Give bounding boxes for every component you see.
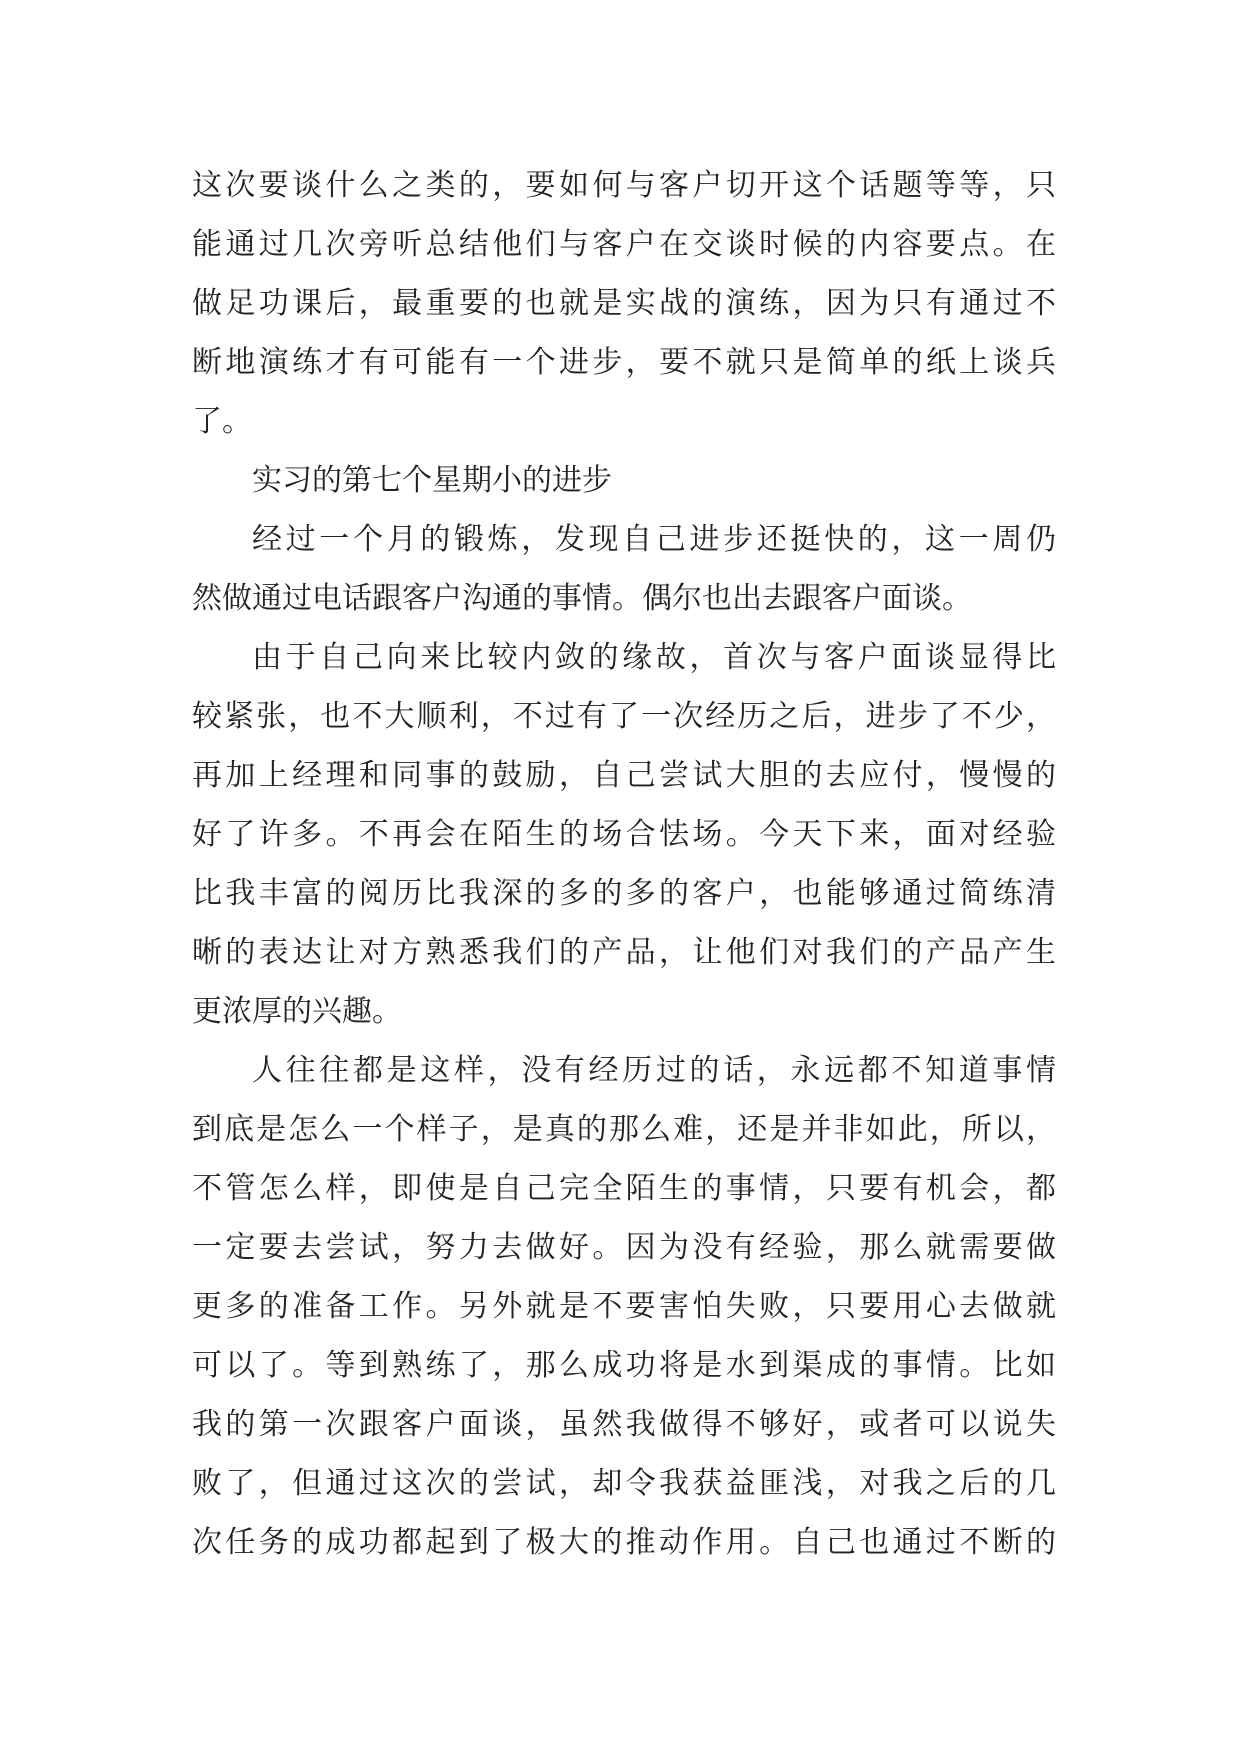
paragraph-4-line-3: 不管怎么样，即使是自己完全陌生的事情，只要有机会，都 [192, 1171, 1056, 1206]
paragraph-1-line-5: 了。 [192, 404, 252, 439]
paragraph-4-line-6: 可以了。等到熟练了，那么成功将是水到渠成的事情。比如 [192, 1348, 1056, 1383]
paragraph-1-line-4: 断地演练才有可能有一个进步，要不就只是简单的纸上谈兵 [192, 345, 1056, 380]
paragraph-1-line-2: 能通过几次旁听总结他们与客户在交谈时候的内容要点。在 [192, 227, 1056, 262]
document-body [192, 156, 1056, 1572]
paragraph-3-line-3: 再加上经理和同事的鼓励，自己尝试大胆的去应付，慢慢的 [192, 758, 1056, 793]
paragraph-1-line-1: 这次要谈什么之类的，要如何与客户切开这个话题等等，只 [192, 168, 1056, 203]
paragraph-4-line-2: 到底是怎么一个样子，是真的那么难，还是并非如此，所以， [192, 1112, 1056, 1147]
paragraph-3-line-4: 好了许多。不再会在陌生的场合怯场。今天下来，面对经验 [192, 817, 1056, 852]
paragraph-2-line-2: 然做通过电话跟客户沟通的事情。偶尔也出去跟客户面谈。 [192, 581, 972, 616]
paragraph-3-line-2: 较紧张，也不大顺利，不过有了一次经历之后，进步了不少， [192, 699, 1056, 734]
paragraph-4-line-7: 我的第一次跟客户面谈，虽然我做得不够好，或者可以说失 [192, 1407, 1056, 1442]
paragraph-2-line-1: 经过一个月的锻炼，发现自己进步还挺快的，这一周仍 [252, 522, 1056, 557]
paragraph-1-line-3: 做足功课后，最重要的也就是实战的演练，因为只有通过不 [192, 286, 1056, 321]
paragraph-4-line-1: 人往往都是这样，没有经历过的话，永远都不知道事情 [252, 1053, 1056, 1088]
section-heading: 实习的第七个星期小的进步 [252, 463, 612, 498]
paragraph-3-line-1: 由于自己向来比较内敛的缘故，首次与客户面谈显得比 [252, 640, 1056, 675]
paragraph-4-line-9: 次任务的成功都起到了极大的推动作用。自己也通过不断的 [192, 1525, 1056, 1560]
paragraph-4-line-5: 更多的准备工作。另外就是不要害怕失败，只要用心去做就 [192, 1289, 1056, 1324]
paragraph-4-line-4: 一定要去尝试，努力去做好。因为没有经验，那么就需要做 [192, 1230, 1056, 1265]
paragraph-3-line-7: 更浓厚的兴趣。 [192, 994, 402, 1029]
paragraph-4-line-8: 败了，但通过这次的尝试，却令我获益匪浅，对我之后的几 [192, 1466, 1056, 1501]
paragraph-3-line-6: 晰的表达让对方熟悉我们的产品，让他们对我们的产品产生 [192, 935, 1056, 970]
paragraph-3-line-5: 比我丰富的阅历比我深的多的多的客户，也能够通过简练清 [192, 876, 1056, 911]
